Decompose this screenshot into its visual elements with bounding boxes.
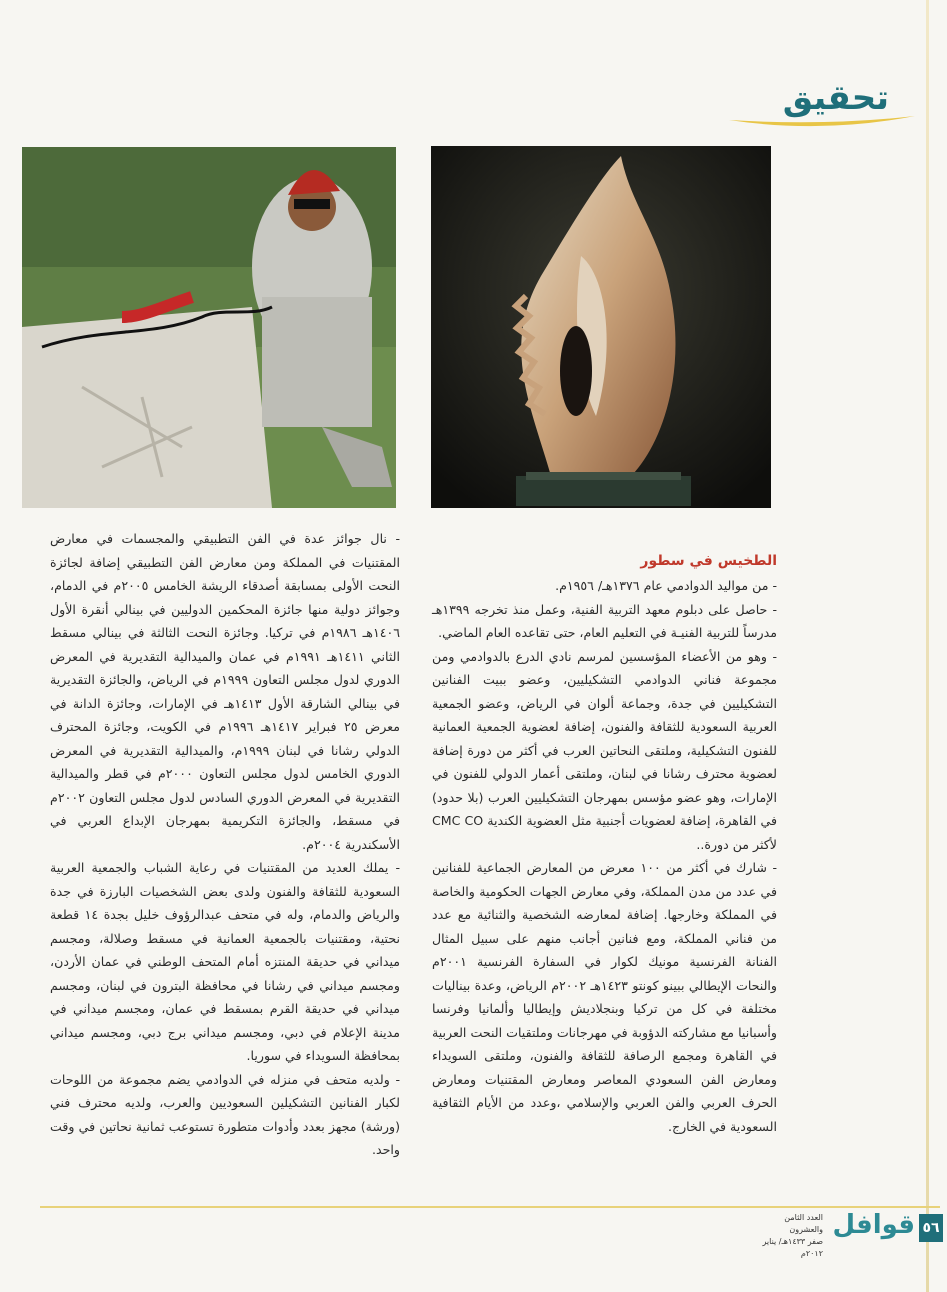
sculpture-photo bbox=[431, 146, 771, 508]
bio-subheading: الطخيس في سطور bbox=[640, 553, 777, 569]
awards-paragraph: - نال جوائز عدة في الفن التطبيقي والمجسمات في معارض المقتنيات في المملكة ومن معارض الفن التطبيقي إضافة لجائزة النحت الأولى بمسابقة أصدقاء الريشة الخامس ٢٠٠٥م في الدمام، وجوائز دولية منها جائزة المحكمين الدوليين في بينالي أنقرة الأول ١٤٠٦هـ ١٩٨٦م في تركيا. وجائزة النحت الثالثة في بينالي مسقط الثاني ١٤١١هـ ١٩٩١م في عمان والميدالية التقديرية في المعرض الدوري لدول مجلس التعاون ١٩٩٩م في الرياض، والجائزة التقديرية في بينالي الشارقة الأول ١٤١٣هـ في الإمارات، وجائزة الدانة في معرض ٢٥ فبراير ١٤١٧هـ ١٩٩٦م في الكويت، وجائزة المحترف الدولي رشانا في لبنان ١٩٩٩م، والميدالية التقديرية في المعرض الدوري الخامس لدول مجلس التعاون ٢٠٠٠م في قطر والميدالية التقديرية في المعرض الدوري السادس لدول مجلس التعاون ٢٠٠٢م في مسقط، والجائزة التكريمية بمهرجان الإبداع العربي في الأسكندرية ٢٠٠٤م. bbox=[50, 531, 401, 852]
sculptor-photo bbox=[22, 147, 396, 508]
issue-number: العدد الثامن والعشرون bbox=[784, 1213, 823, 1234]
margin-rule bbox=[926, 0, 929, 1292]
title-swoosh bbox=[727, 112, 917, 130]
page-footer bbox=[747, 1208, 947, 1258]
magazine-logo: قوافل bbox=[832, 1210, 915, 1240]
bio-paragraph: - وهو من الأعضاء المؤسسين لمرسم نادي الدرع بالدوادمي ومن مجموعة فناني الدوادمي التشكيليين، وعضو ببيت الفنانين التشكيليين في جدة، وجماعة ألوان في الرياض، وعضو الجمعية العربية السعودية للثقافة والفنون، إضافة لعضوية الجمعية العمانية للفنون التشكيلية، وملتقى النحاتين العرب في أكثر من دورة إضافة لعضوية محترف رشانا في لبنان، وملتقى أعمار الدولي للفنون في الإمارات، وهو عضو مؤسس بمهرجان التشكيليين العرب (بلا حدود) في القاهرة، إضافة لعضويات أجنبية مثل العضوية الكندية CMC CO لأكثر من دورة.. bbox=[432, 648, 777, 852]
page-number: ٥٦ bbox=[919, 1214, 943, 1242]
collections-paragraph: - يملك العديد من المقتنيات في رعاية الشباب والجمعية العربية السعودية للثقافة والفنون ولدى بعض الشخصيات البارزة في جدة والرياض والدمام، وله في متحف عبدالرؤوف خليل بجدة ١٤ قطعة نحتية، ومقتنيات بالجمعية العمانية في مسقط وصلالة، ومجسم ميداني في حديقة المنتزه أمام المتحف الوطني في عمان الأردن، ومجسم ميداني في رشانا في محافظة البترون في لبنان، ومجسم ميداني في حديقة القرم بمسقط في عمان، ومجسم ميداني في مدينة الإعلام في دبي، ومجسم ميداني برج دبي، ومجسم ميداني بمحافظة السويداء في سوريا. bbox=[50, 860, 400, 1063]
issue-date: صفر ١٤٣٣هـ/ يناير ٢٠١٢م bbox=[762, 1237, 823, 1258]
section-title: تحقيق bbox=[782, 78, 889, 118]
museum-paragraph: - ولديه متحف في منزله في الدوادمي يضم مجموعة من اللوحات لكبار الفنانين التشكيلين السعوديين والعرب، ولديه محترف فني (ورشة) مجهز بعدد وأدوات متطورة تستوعب ثمانية نحاتين في وقت واحد. bbox=[50, 1071, 400, 1157]
awards-column bbox=[50, 527, 400, 1162]
issue-info bbox=[753, 1212, 823, 1260]
bio-paragraph: - من مواليد الدوادمي عام ١٣٧٦هـ/ ١٩٥٦م. bbox=[555, 578, 777, 593]
bio-paragraph: - حاصل على دبلوم معهد التربية الفنية، وعمل منذ تخرجه ١٣٩٩هـ مدرساً للتربية الفنيـة في التعليم العام، حتى تقاعده العام الماضي. bbox=[432, 601, 777, 640]
biography-column bbox=[432, 548, 777, 1138]
bio-paragraph: - شارك في أكثر من ١٠٠ معرض من المعارض الجماعية للفنانين في عدد من مدن المملكة، وفي معارض الجهات الحكومية والخاصة في المملكة وخارجها. إضافة لمعارضه الشخصية والثنائية مع عدد من فناني المملكة، ومع فنانين أجانب منهم على سبيل المثال الفنانة الفرنسية مونيك لكوار في السفارة الفرنسية ٢٠٠١م والنحات الإيطالي ببينو كونتو ١٤٢٣هـ ٢٠٠٢م الرياض، وعدة بيناليات مختلفة في كل من تركيا وبنجلاديش وإيطاليا وألمانيا وفرنسا وأسبانيا مع مشاركته الدؤوبة في مهرجانات وملتقيات النحت العربية في القاهرة ومجمع الرصافة للثقافة والفنون، وملتقى السويداء ومعارض الفن السعودي المعاصر ومعارض المقتنيات ومعارض الحرف العربي والفن العربي والإسلامي ،وعدد من الأيام الثقافية السعودية في الخارج. bbox=[432, 860, 777, 1134]
